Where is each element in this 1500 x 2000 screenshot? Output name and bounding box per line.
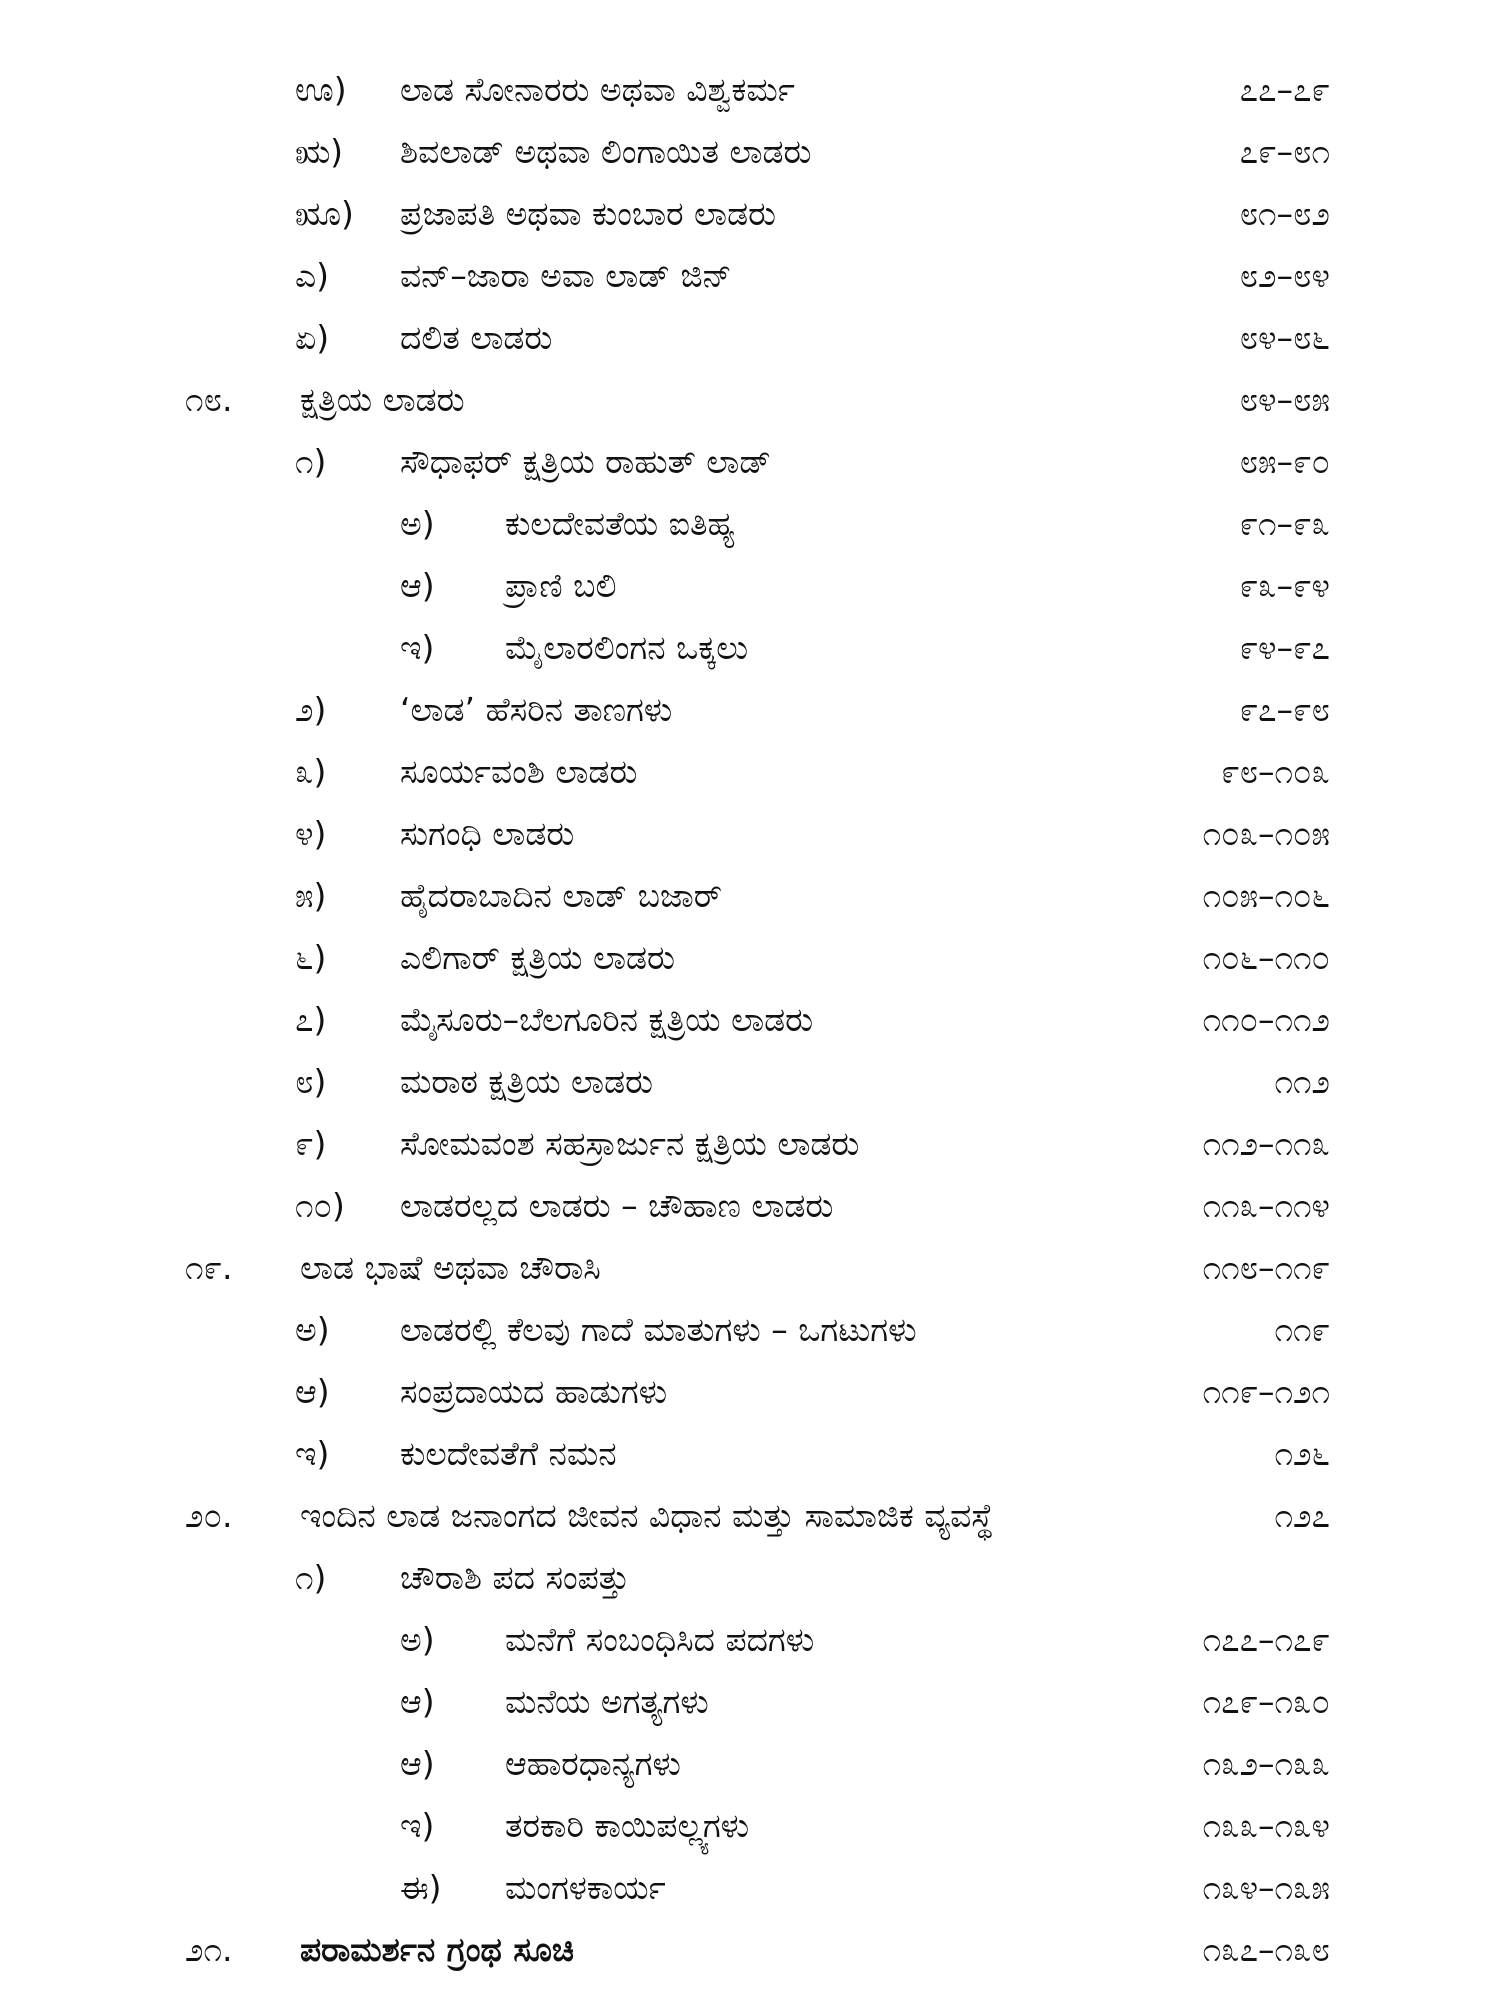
entry-pages: ೯೮–೧೦೩ bbox=[1221, 752, 1330, 791]
entry-title: ಲಾಡ ಸೋನಾರರು ಅಥವಾ ವಿಶ್ವಕರ್ಮ bbox=[400, 70, 795, 109]
entry-pages: ೧೭೯–೧೩೦ bbox=[1202, 1682, 1330, 1721]
toc-subentry bbox=[0, 493, 1500, 555]
entry-title: ಮಂಗಳಕಾರ್ಯ bbox=[505, 1868, 666, 1907]
entry-pages: ೧೧೦–೧೧೨ bbox=[1202, 1000, 1330, 1039]
entry-pages: ೧೩೩–೧೩೪ bbox=[1202, 1806, 1330, 1845]
entry-marker: ೯) bbox=[295, 1124, 327, 1163]
entry-marker: ಅ) bbox=[400, 504, 435, 543]
entry-title: ಕುಲದೇವತೆಗೆ ನಮನ bbox=[400, 1434, 617, 1473]
section-title: ಪರಾಮರ್ಶನ ಗ್ರಂಥ ಸೂಚಿ bbox=[300, 1930, 575, 1969]
entry-title: ಮರಾಠ ಕ್ಷತ್ರಿಯ ಲಾಡರು bbox=[400, 1062, 654, 1101]
toc-subentry bbox=[0, 1609, 1500, 1671]
entry-marker: ೭) bbox=[295, 1000, 327, 1039]
entry-title: ಶಿವಲಾಡ್ ಅಥವಾ ಲಿಂಗಾಯಿತ ಲಾಡರು bbox=[400, 132, 812, 171]
entry-marker: ೩) bbox=[295, 752, 327, 791]
entry-title: ಸಂಪ್ರದಾಯದ ಹಾಡುಗಳು bbox=[400, 1372, 668, 1411]
toc-section bbox=[0, 1919, 1500, 1981]
entry-pages: ೮೨–೮೪ bbox=[1239, 256, 1330, 295]
entry-title: ಮೈಸೂರು–ಬೆಲಗೂರಿನ ಕ್ಷತ್ರಿಯ ಲಾಡರು bbox=[400, 1000, 814, 1039]
entry-marker: ೧) bbox=[295, 442, 327, 481]
entry-marker: ಆ) bbox=[400, 1682, 435, 1721]
entry-pages: ೧೧೨–೧೧೩ bbox=[1202, 1124, 1330, 1163]
entry-marker: ೮) bbox=[295, 1062, 327, 1101]
entry-marker: ೨) bbox=[295, 690, 327, 729]
toc-entry bbox=[0, 927, 1500, 989]
toc-entry bbox=[0, 1361, 1500, 1423]
section-title: ಲಾಡ ಭಾಷೆ ಅಥವಾ ಚೌರಾಸಿ bbox=[300, 1248, 601, 1287]
entry-pages: ೯೭–೯೮ bbox=[1239, 690, 1330, 729]
entry-pages: ೧೩೭–೧೩೮ bbox=[1202, 1930, 1330, 1969]
toc-entry bbox=[0, 1175, 1500, 1237]
toc-entry bbox=[0, 121, 1500, 183]
entry-title: ಕುಲದೇವತೆಯ ಐತಿಹ್ಯ bbox=[505, 504, 735, 543]
entry-marker: ಆ) bbox=[295, 1372, 330, 1411]
entry-marker: ಏ) bbox=[295, 318, 330, 357]
section-number: ೨೦. bbox=[185, 1496, 233, 1535]
entry-title: ಮನೆಯ ಅಗತ್ಯಗಳು bbox=[505, 1682, 709, 1721]
entry-marker: ಇ) bbox=[400, 628, 435, 667]
entry-title: ಲಾಡರಲ್ಲದ ಲಾಡರು – ಚೌಹಾಣ ಲಾಡರು bbox=[400, 1186, 834, 1225]
entry-pages: ೧೦೩–೧೦೫ bbox=[1202, 814, 1330, 853]
entry-pages: ೧೩೨–೧೩೩ bbox=[1202, 1744, 1330, 1783]
entry-marker: ಅ) bbox=[400, 1620, 435, 1659]
entry-pages: ೮೪–೮೬ bbox=[1239, 318, 1330, 357]
entry-pages: ೧೨೬ bbox=[1274, 1434, 1330, 1473]
toc-entry bbox=[0, 803, 1500, 865]
toc-section bbox=[0, 369, 1500, 431]
entry-marker: ಆ) bbox=[400, 1744, 435, 1783]
entry-pages: ೧೨೭ bbox=[1274, 1496, 1330, 1535]
toc-entry bbox=[0, 183, 1500, 245]
toc-entry bbox=[0, 989, 1500, 1051]
entry-pages: ೧೧೯ bbox=[1274, 1310, 1330, 1349]
entry-pages: ೧೧೯–೧೨೧ bbox=[1202, 1372, 1330, 1411]
entry-marker: ೠ) bbox=[295, 194, 354, 233]
section-number: ೨೧. bbox=[185, 1930, 233, 1969]
entry-pages: ೭೯–೮೧ bbox=[1239, 132, 1330, 171]
toc-entry bbox=[0, 741, 1500, 803]
entry-marker: ಋ) bbox=[295, 132, 343, 171]
entry-pages: ೯೩–೯೪ bbox=[1239, 566, 1330, 605]
toc-subentry bbox=[0, 617, 1500, 679]
section-title: ಇಂದಿನ ಲಾಡ ಜನಾಂಗದ ಜೀವನ ವಿಧಾನ ಮತ್ತು ಸಾಮಾಜಿಕ ವ್ಯವಸ್ಥೆ bbox=[300, 1496, 994, 1535]
entry-marker: ೪) bbox=[295, 814, 327, 853]
entry-pages: ೧೧೮–೧೧೯ bbox=[1202, 1248, 1330, 1287]
toc-subentry bbox=[0, 555, 1500, 617]
entry-pages: ೧೦೫–೧೦೬ bbox=[1202, 876, 1330, 915]
entry-pages: ೯೪–೯೭ bbox=[1239, 628, 1330, 667]
toc-section bbox=[0, 1237, 1500, 1299]
entry-marker: ಇ) bbox=[295, 1434, 330, 1473]
entry-pages: ೮೪–೮೫ bbox=[1239, 380, 1330, 419]
toc-entry bbox=[0, 1299, 1500, 1361]
toc-subentry bbox=[0, 1671, 1500, 1733]
toc-entry bbox=[0, 59, 1500, 121]
entry-title: ವನ್–ಜಾರಾ ಅವಾ ಲಾಡ್ ಜಿನ್ bbox=[400, 256, 732, 295]
entry-title: ಲಾಡರಲ್ಲಿ ಕೆಲವು ಗಾದೆ ಮಾತುಗಳು – ಒಗಟುಗಳು bbox=[400, 1310, 917, 1349]
entry-marker: ೫) bbox=[295, 876, 327, 915]
entry-marker: ಎ) bbox=[295, 256, 330, 295]
entry-title: ಚೌರಾಶಿ ಪದ ಸಂಪತ್ತು bbox=[400, 1558, 630, 1597]
toc-section bbox=[0, 1485, 1500, 1547]
entry-title: ಸೌಧಾಫರ್ ಕ್ಷತ್ರಿಯ ರಾಹುತ್ ಲಾಡ್ bbox=[400, 442, 772, 481]
entry-marker: ಊ) bbox=[295, 70, 347, 109]
entry-marker: ಆ) bbox=[400, 566, 435, 605]
entry-pages: ೧೭೭–೧೭೯ bbox=[1202, 1620, 1330, 1659]
toc-entry bbox=[0, 865, 1500, 927]
entry-marker: ೧) bbox=[295, 1558, 327, 1597]
section-number: ೧೯. bbox=[185, 1248, 233, 1287]
section-number: ೧೮. bbox=[185, 380, 233, 419]
toc-subentry bbox=[0, 1857, 1500, 1919]
entry-title: ಎಲಿಗಾರ್ ಕ್ಷತ್ರಿಯ ಲಾಡರು bbox=[400, 938, 675, 977]
toc-entry bbox=[0, 1113, 1500, 1175]
entry-pages: ೧೧೩–೧೧೪ bbox=[1202, 1186, 1330, 1225]
entry-title: ಮೈಲಾರಲಿಂಗನ ಒಕ್ಕಲು bbox=[505, 628, 749, 667]
toc-entry bbox=[0, 1547, 1500, 1609]
toc-entry bbox=[0, 245, 1500, 307]
toc-entry bbox=[0, 431, 1500, 493]
entry-title: ದಲಿತ ಲಾಡರು bbox=[400, 318, 553, 357]
entry-marker: ಅ) bbox=[295, 1310, 330, 1349]
toc-entry bbox=[0, 1423, 1500, 1485]
toc-entry bbox=[0, 307, 1500, 369]
entry-title: ಪ್ರಾಣಿ ಬಲಿ bbox=[505, 566, 617, 605]
entry-title: ಸೂರ್ಯವಂಶಿ ಲಾಡರು bbox=[400, 752, 638, 791]
entry-marker: ೧೦) bbox=[295, 1186, 345, 1225]
entry-title: ಮನೆಗೆ ಸಂಬಂಧಿಸಿದ ಪದಗಳು bbox=[505, 1620, 815, 1659]
entry-pages: ೭೭–೭೯ bbox=[1239, 70, 1330, 109]
entry-title: ಸೋಮವಂಶ ಸಹಸ್ರಾರ್ಜುನ ಕ್ಷತ್ರಿಯ ಲಾಡರು bbox=[400, 1124, 860, 1163]
toc-subentry bbox=[0, 1795, 1500, 1857]
toc-entry bbox=[0, 679, 1500, 741]
entry-marker: ಈ) bbox=[400, 1868, 442, 1907]
entry-title: ‘ಲಾಡ’ ಹೆಸರಿನ ತಾಣಗಳು bbox=[400, 690, 673, 729]
entry-title: ಆಹಾರಧಾನ್ಯಗಳು bbox=[505, 1744, 681, 1783]
entry-pages: ೮೫–೯೦ bbox=[1239, 442, 1330, 481]
entry-title: ತರಕಾರಿ ಕಾಯಿಪಲ್ಲ್ಯಗಳು bbox=[505, 1806, 750, 1845]
entry-pages: ೧೩೪–೧೩೫ bbox=[1202, 1868, 1330, 1907]
entry-title: ಹೈದರಾಬಾದಿನ ಲಾಡ್ ಬಜಾರ್ bbox=[400, 876, 722, 915]
entry-pages: ೧೦೬–೧೧೦ bbox=[1202, 938, 1330, 977]
toc-subentry bbox=[0, 1733, 1500, 1795]
entry-title: ಪ್ರಜಾಪತಿ ಅಥವಾ ಕುಂಬಾರ ಲಾಡರು bbox=[400, 194, 777, 233]
toc-entry bbox=[0, 1051, 1500, 1113]
section-title: ಕ್ಷತ್ರಿಯ ಲಾಡರು bbox=[300, 380, 465, 419]
entry-title: ಸುಗಂಧಿ ಲಾಡರು bbox=[400, 814, 575, 853]
entry-pages: ೮೧–೮೨ bbox=[1239, 194, 1330, 233]
entry-pages: ೯೧–೯೩ bbox=[1239, 504, 1330, 543]
entry-marker: ಇ) bbox=[400, 1806, 435, 1845]
entry-pages: ೧೧೨ bbox=[1274, 1062, 1330, 1101]
entry-marker: ೬) bbox=[295, 938, 327, 977]
